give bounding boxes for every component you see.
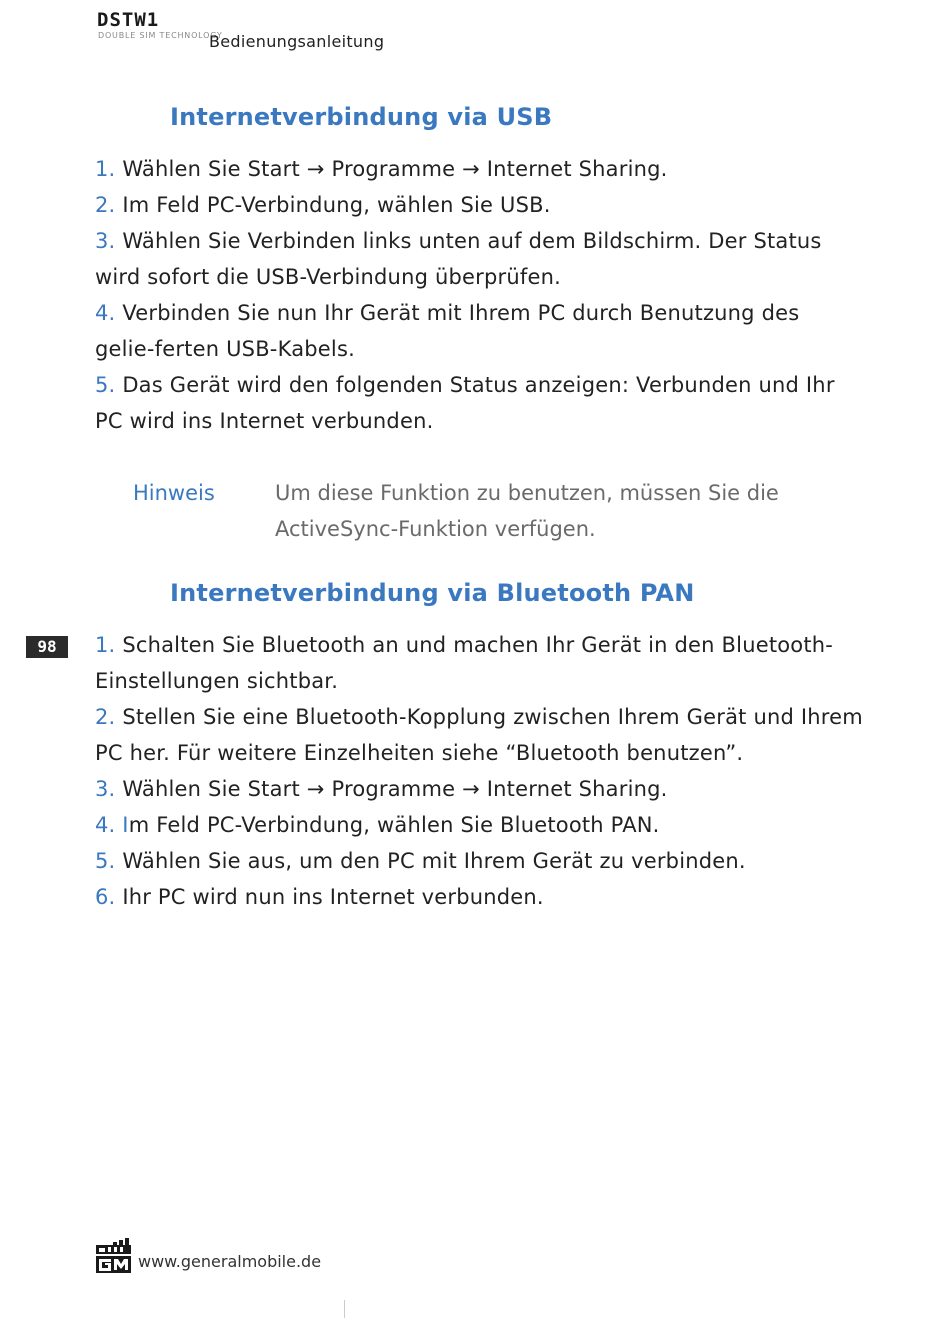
page-header [97, 9, 497, 51]
section-title-usb: Internetverbindung via USB [170, 103, 553, 131]
step-number: 3. [95, 229, 116, 253]
step-text: Wählen Sie Start → Programme → Internet Sharing. [115, 777, 668, 801]
dstw1-logo: DSTW1 [97, 9, 160, 31]
step-text: Schalten Sie Bluetooth an und machen Ihr Gerät in den Bluetooth-Einstellungen sichtbar. [95, 633, 834, 693]
list-item [95, 223, 865, 295]
note-text: Um diese Funktion zu benutzen, müssen Sie die ActiveSync-Funktion verfügen. [275, 481, 779, 541]
list-item [95, 187, 865, 223]
step-text: Verbinden Sie nun Ihr Gerät mit Ihrem PC durch Benutzung des gelie-ferten USB-Kabels. [95, 301, 800, 361]
step-number: 4. [95, 301, 116, 325]
page-number: 98 [26, 636, 68, 658]
step-number: 5. [95, 849, 116, 873]
divider [344, 1300, 345, 1318]
list-item [95, 627, 865, 699]
step-number: 1. [95, 157, 116, 181]
step-text: Das Gerät wird den folgenden Status anzeigen: Verbunden und Ihr PC wird ins Internet verbunden. [95, 373, 835, 433]
list-item [95, 295, 865, 367]
step-text: Stellen Sie eine Bluetooth-Kopplung zwischen Ihrem Gerät und Ihrem PC her. Für weitere Einzelheiten siehe “Bluetooth benutzen”. [95, 705, 863, 765]
step-number: 2. [95, 193, 116, 217]
step-text: Wählen Sie Verbinden links unten auf dem Bildschirm. Der Status wird sofort die USB-Verbindung überprüfen. [95, 229, 822, 289]
step-number: 3. [95, 777, 116, 801]
list-item [95, 151, 865, 187]
list-item [95, 807, 865, 843]
document-title: Bedienungsanleitung [209, 32, 385, 51]
step-text: Wählen Sie aus, um den PC mit Ihrem Gerät zu verbinden. [115, 849, 746, 873]
step-text: m Feld PC-Verbindung, wählen Sie Bluetooth PAN. [128, 813, 660, 837]
step-number: 2. [95, 705, 116, 729]
list-item [95, 843, 865, 879]
list-item [95, 879, 865, 915]
footer-website-link[interactable]: www.generalmobile.de [138, 1252, 322, 1271]
bluetooth-steps-list [95, 627, 865, 915]
step-number: 6. [95, 885, 116, 909]
gm-logo-icon [95, 1236, 132, 1274]
step-number: 1. [95, 633, 116, 657]
section-title-bluetooth: Internetverbindung via Bluetooth PAN [170, 579, 695, 607]
step-number: 5. [95, 373, 116, 397]
usb-steps-list [95, 151, 865, 439]
list-item [95, 771, 865, 807]
step-text: Im Feld PC-Verbindung, wählen Sie USB. [115, 193, 551, 217]
list-item [95, 367, 865, 439]
note-label: Hinweis [133, 481, 215, 505]
logo-subtitle: DOUBLE SIM TECHNOLOGY [98, 31, 223, 40]
step-text: Ihr PC wird nun ins Internet verbunden. [115, 885, 544, 909]
list-item [95, 699, 865, 771]
step-number: 4. I [95, 813, 129, 837]
step-text: Wählen Sie Start → Programme → Internet Sharing. [115, 157, 668, 181]
